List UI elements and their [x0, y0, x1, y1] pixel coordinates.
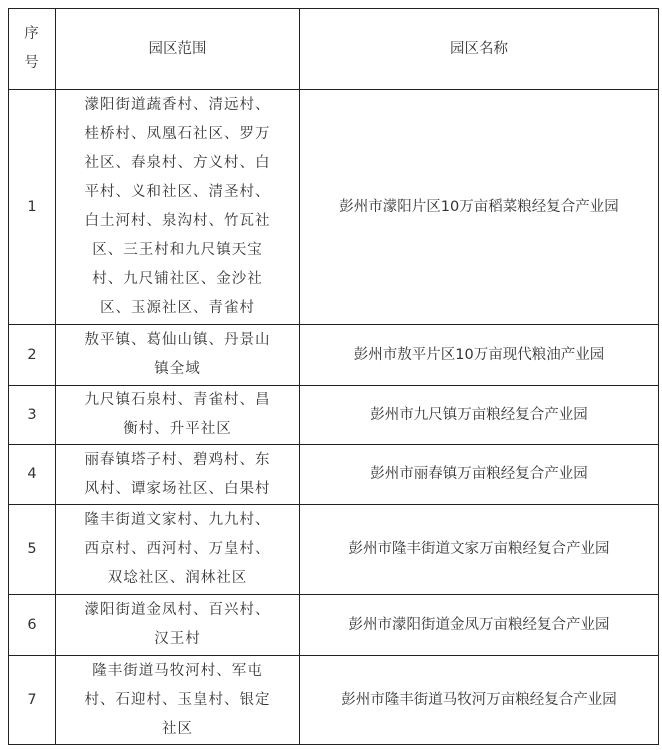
- row-index: 4: [9, 445, 56, 505]
- scope-line: 社区: [162, 720, 193, 737]
- row-park-name: 彭州市丽春镇万亩粮经复合产业园: [300, 445, 659, 505]
- row-park-name: 彭州市濛阳街道金凤万亩粮经复合产业园: [300, 595, 659, 656]
- header-index: [9, 9, 56, 90]
- row-scope: [56, 505, 300, 595]
- scope-line: 村、九尺铺社区、金沙社: [92, 271, 263, 287]
- scope-line: 濛阳街道蔬香村、清远村、: [84, 97, 271, 113]
- row-park-name: 彭州市濛阳片区10万亩稻菜粮经复合产业园: [300, 90, 659, 325]
- row-park-name: 彭州市隆丰街道文家万亩粮经复合产业园: [300, 505, 659, 595]
- table-row: [9, 595, 659, 656]
- scope-line: 白土河村、泉沟村、竹瓦社: [84, 213, 271, 229]
- scope-line: 濛阳街道金凤村、百兴村、: [84, 602, 271, 618]
- header-scope: 园区范围: [56, 9, 300, 90]
- row-park-name: 彭州市九尺镇万亩粮经复合产业园: [300, 386, 659, 445]
- row-index: 2: [9, 325, 56, 386]
- header-name: 园区名称: [300, 9, 659, 90]
- scope-line: 风村、谭家场社区、白果村: [84, 480, 271, 497]
- row-index: 3: [9, 386, 56, 445]
- scope-line: 衡村、升平社区: [123, 421, 232, 437]
- table-row: [9, 656, 659, 745]
- scope-line: 村、石迎村、玉皇村、银定: [84, 691, 271, 708]
- scope-line: 西京村、西河村、万皇村、: [84, 541, 271, 557]
- table-body: [9, 90, 659, 745]
- scope-line: 丽春镇塔子村、碧鸡村、东: [84, 451, 271, 468]
- scope-line: 双埝社区、润林社区: [107, 570, 248, 586]
- row-scope: [56, 595, 300, 656]
- scope-line: 隆丰街道马牧河村、军屯: [92, 662, 263, 679]
- table-row: [9, 90, 659, 325]
- row-scope: [56, 325, 300, 386]
- scope-line: 汉王村: [154, 631, 201, 647]
- table-row: [9, 325, 659, 386]
- row-scope: [56, 386, 300, 445]
- scope-line: 敖平镇、葛仙山镇、丹景山: [84, 332, 271, 348]
- row-index: 5: [9, 505, 56, 595]
- scope-line: 社区、春泉村、方义村、白: [84, 155, 271, 171]
- row-index: 1: [9, 90, 56, 325]
- table-header-row: [9, 9, 659, 90]
- row-park-name: 彭州市敖平片区10万亩现代粮油产业园: [300, 325, 659, 386]
- table-row: [9, 386, 659, 445]
- row-index: 7: [9, 656, 56, 745]
- row-scope: [56, 445, 300, 505]
- row-park-name: 彭州市隆丰街道马牧河万亩粮经复合产业园: [300, 656, 659, 745]
- scope-line: 镇全域: [154, 361, 201, 377]
- scope-line: 隆丰街道文家村、九九村、: [84, 512, 271, 528]
- industrial-park-table: [8, 8, 659, 745]
- row-index: 6: [9, 595, 56, 656]
- scope-line: 平村、义和社区、清圣村、: [84, 184, 271, 200]
- table-row: [9, 505, 659, 595]
- table-row: [9, 445, 659, 505]
- header-index-line: 序: [24, 26, 40, 42]
- row-scope: [56, 656, 300, 745]
- scope-line: 桂桥村、凤凰石社区、罗万: [84, 126, 271, 142]
- scope-line: 区、玉源社区、青雀村: [100, 300, 255, 316]
- header-index-line: 号: [24, 55, 40, 71]
- row-scope: [56, 90, 300, 325]
- scope-line: 区、三王村和九尺镇天宝: [92, 242, 263, 258]
- scope-line: 九尺镇石泉村、青雀村、昌: [84, 392, 271, 408]
